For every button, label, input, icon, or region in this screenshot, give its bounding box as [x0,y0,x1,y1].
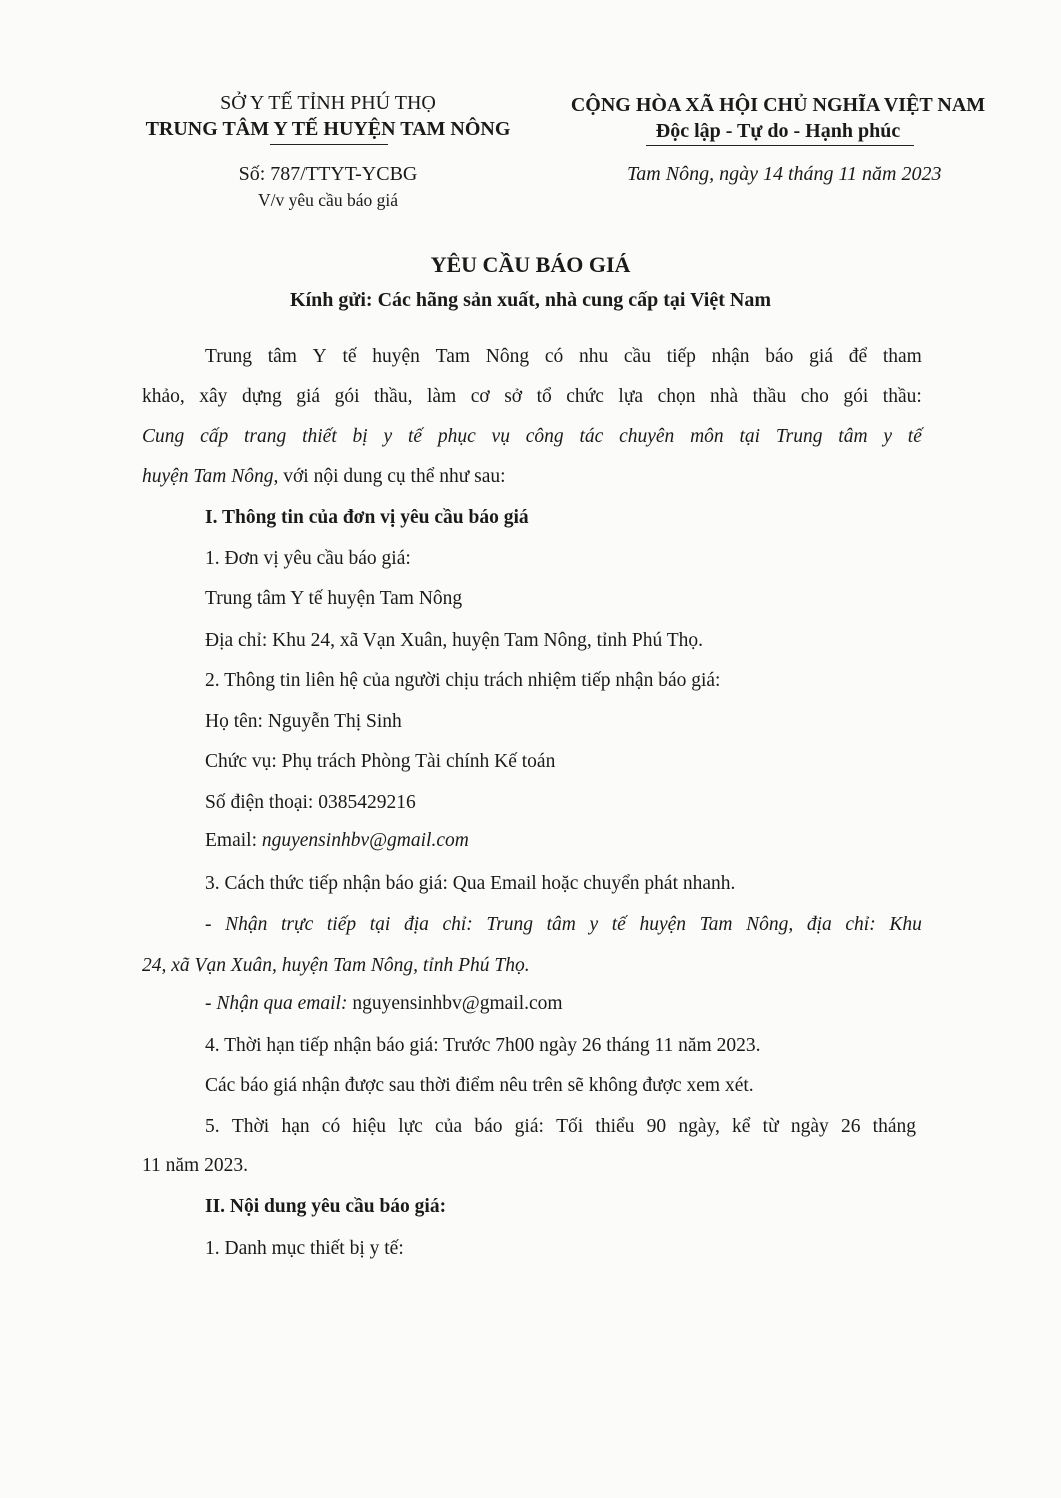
section1-item4-note: Các báo giá nhận được sau thời điểm nêu trên sẽ không được xem xét. [205,1075,754,1096]
word: kể [732,1116,751,1137]
word: trang [244,426,287,447]
word: tại [739,426,761,447]
word: cho [800,386,829,407]
word: hiệu [352,1116,386,1137]
word: y [589,914,599,935]
word: báo [474,1116,503,1137]
word: tâm [546,914,576,935]
motto: Độc lập - Tự do - Hạnh phúc [655,120,901,142]
word: tháng [872,1116,916,1137]
word: tác [579,426,604,447]
intro-unit-italic: huyện Tam Nông [142,466,274,487]
contact-position: Chức vụ: Phụ trách Phòng Tài chính Kế toán [205,751,556,772]
word: cấp [200,426,229,447]
word: thầu, [374,386,413,407]
section2-item1: 1. Danh mục thiết bị y tế: [205,1238,404,1259]
word: Cung [142,426,185,447]
document-body [142,0,922,1498]
email-receive-row [205,993,563,1015]
contact-email-label: Email: [205,830,262,851]
word: Tối [556,1116,584,1137]
word: thiết [302,426,337,447]
word: xây [199,386,228,407]
word: tế [407,426,423,447]
word: tại [369,914,391,935]
word: nhu [578,346,609,367]
word: Tam [435,346,471,367]
word: tiếp [326,914,357,935]
section2-heading: II. Nội dung yêu cầu báo giá: [205,1196,447,1217]
intro-line-3 [142,426,922,448]
word: tâm [267,346,297,367]
document-title: YÊU CẦU BÁO GIÁ [430,252,631,277]
word: cầu [623,346,651,367]
section1-item5-line-1 [205,1116,916,1138]
unit-address: Địa chỉ: Khu 24, xã Vạn Xuân, huyện Tam Nông, tỉnh Phú Thọ. [205,630,704,651]
word: địa [403,914,429,935]
word: Trung [486,914,534,935]
word: có [544,346,564,367]
contact-name: Họ tên: Nguyễn Thị Sinh [205,711,402,732]
contact-email-row [205,830,469,852]
word: Nông [485,346,530,367]
word: - [205,914,212,935]
word: giá [296,386,321,407]
doc-number: Số: 787/TTYT-YCBG [238,163,418,185]
word: thiểu [595,1116,635,1137]
word: địa [806,914,832,935]
word: 26 [840,1116,861,1137]
section1-heading: I. Thông tin của đơn vị yêu cầu báo giá [205,507,529,528]
word: Tam [699,914,733,935]
word: vụ [491,426,510,447]
intro-line-1 [205,346,922,368]
word: 5. [205,1116,220,1137]
word: của [435,1116,463,1137]
word: lực [398,1116,423,1137]
section1-item4: 4. Thời hạn tiếp nhận báo giá: Trước 7h00 ngày 26 tháng 11 năm 2023. [205,1035,761,1056]
word: Trung [775,426,823,447]
doc-subject: V/v yêu cầu báo giá [258,190,398,210]
word: y [383,426,393,447]
word: phục [437,426,476,447]
word: báo [765,346,794,367]
word: lựa [618,386,644,407]
word: từ [762,1116,779,1137]
word: giá: [514,1116,544,1137]
word: cơ [470,386,490,407]
word: gói [843,386,869,407]
word: nhận [711,346,750,367]
department-name: SỞ Y TẾ TỈNH PHÚ THỌ [220,92,436,114]
email-receive-label: - Nhận qua email: [205,993,353,1014]
word: để [848,346,868,367]
section1-item2: 2. Thông tin liên hệ của người chịu trách nhiệm tiếp nhận báo giá: [205,670,721,691]
word: tâm [838,426,868,447]
email-receive-link[interactable]: nguyensinhbv@gmail.com [352,993,563,1014]
word: gói [334,386,360,407]
word: tế [907,426,922,447]
direct-receive-line-2: 24, xã Vạn Xuân, huyện Tam Nông, tỉnh Phú Thọ. [142,955,530,976]
word: chỉ: [442,914,473,935]
word: giá [809,346,833,367]
word: y [883,426,892,447]
word: công [525,426,564,447]
recipient-line: Kính gửi: Các hãng sản xuất, nhà cung cấp tại Việt Nam [290,289,771,311]
word: trực [280,914,314,935]
word: Thời [231,1116,270,1137]
intro-line-4 [142,466,506,488]
word: tế [342,346,357,367]
word: có [321,1116,341,1137]
word: ngày [790,1116,829,1137]
word: tham [882,346,922,367]
word: thầu: [882,386,922,407]
contact-phone: Số điện thoại: 0385429216 [205,792,416,813]
word: Nhận [225,914,268,935]
word: 90 [646,1116,667,1137]
word: chức [566,386,604,407]
word: bị [352,426,368,447]
word: tế [611,914,626,935]
direct-receive-line-1 [205,914,922,936]
unit-name: Trung tâm Y tế huyện Tam Nông [205,588,463,609]
word: sở [504,386,523,407]
word: Y [312,346,327,367]
word: môn [690,426,724,447]
contact-email-link[interactable]: nguyensinhbv@gmail.com [261,830,469,851]
word: Nông, [746,914,794,935]
word: huyện [372,346,420,367]
word: Khu [889,914,922,935]
section1-item5-line-2: 11 năm 2023. [142,1155,248,1176]
word: dựng [241,386,282,407]
word: Trung [205,346,252,367]
word: thầu [752,386,787,407]
intro-line-2 [142,386,922,408]
organization-name: TRUNG TÂM Y TẾ HUYỆN TAM NÔNG [145,118,511,140]
intro-line-4-rest: , với nội dung cụ thể như sau: [273,466,506,487]
place-date: Tam Nông, ngày 14 tháng 11 năm 2023 [627,163,942,185]
country-name: CỘNG HÒA XÃ HỘI CHỦ NGHĨA VIỆT NAM [570,94,986,116]
word: tiếp [666,346,696,367]
word: chỉ: [845,914,876,935]
word: huyện [639,914,687,935]
section1-item1: 1. Đơn vị yêu cầu báo giá: [205,548,411,569]
word: làm [426,386,457,407]
word: khảo, [142,386,185,407]
word: chuyên [619,426,675,447]
word: hạn [281,1116,310,1137]
section1-item3: 3. Cách thức tiếp nhận báo giá: Qua Email hoặc chuyển phát nhanh. [205,873,736,894]
word: tổ [536,386,552,407]
word: nhà [709,386,739,407]
word: chọn [657,386,696,407]
word: ngày, [678,1116,720,1137]
